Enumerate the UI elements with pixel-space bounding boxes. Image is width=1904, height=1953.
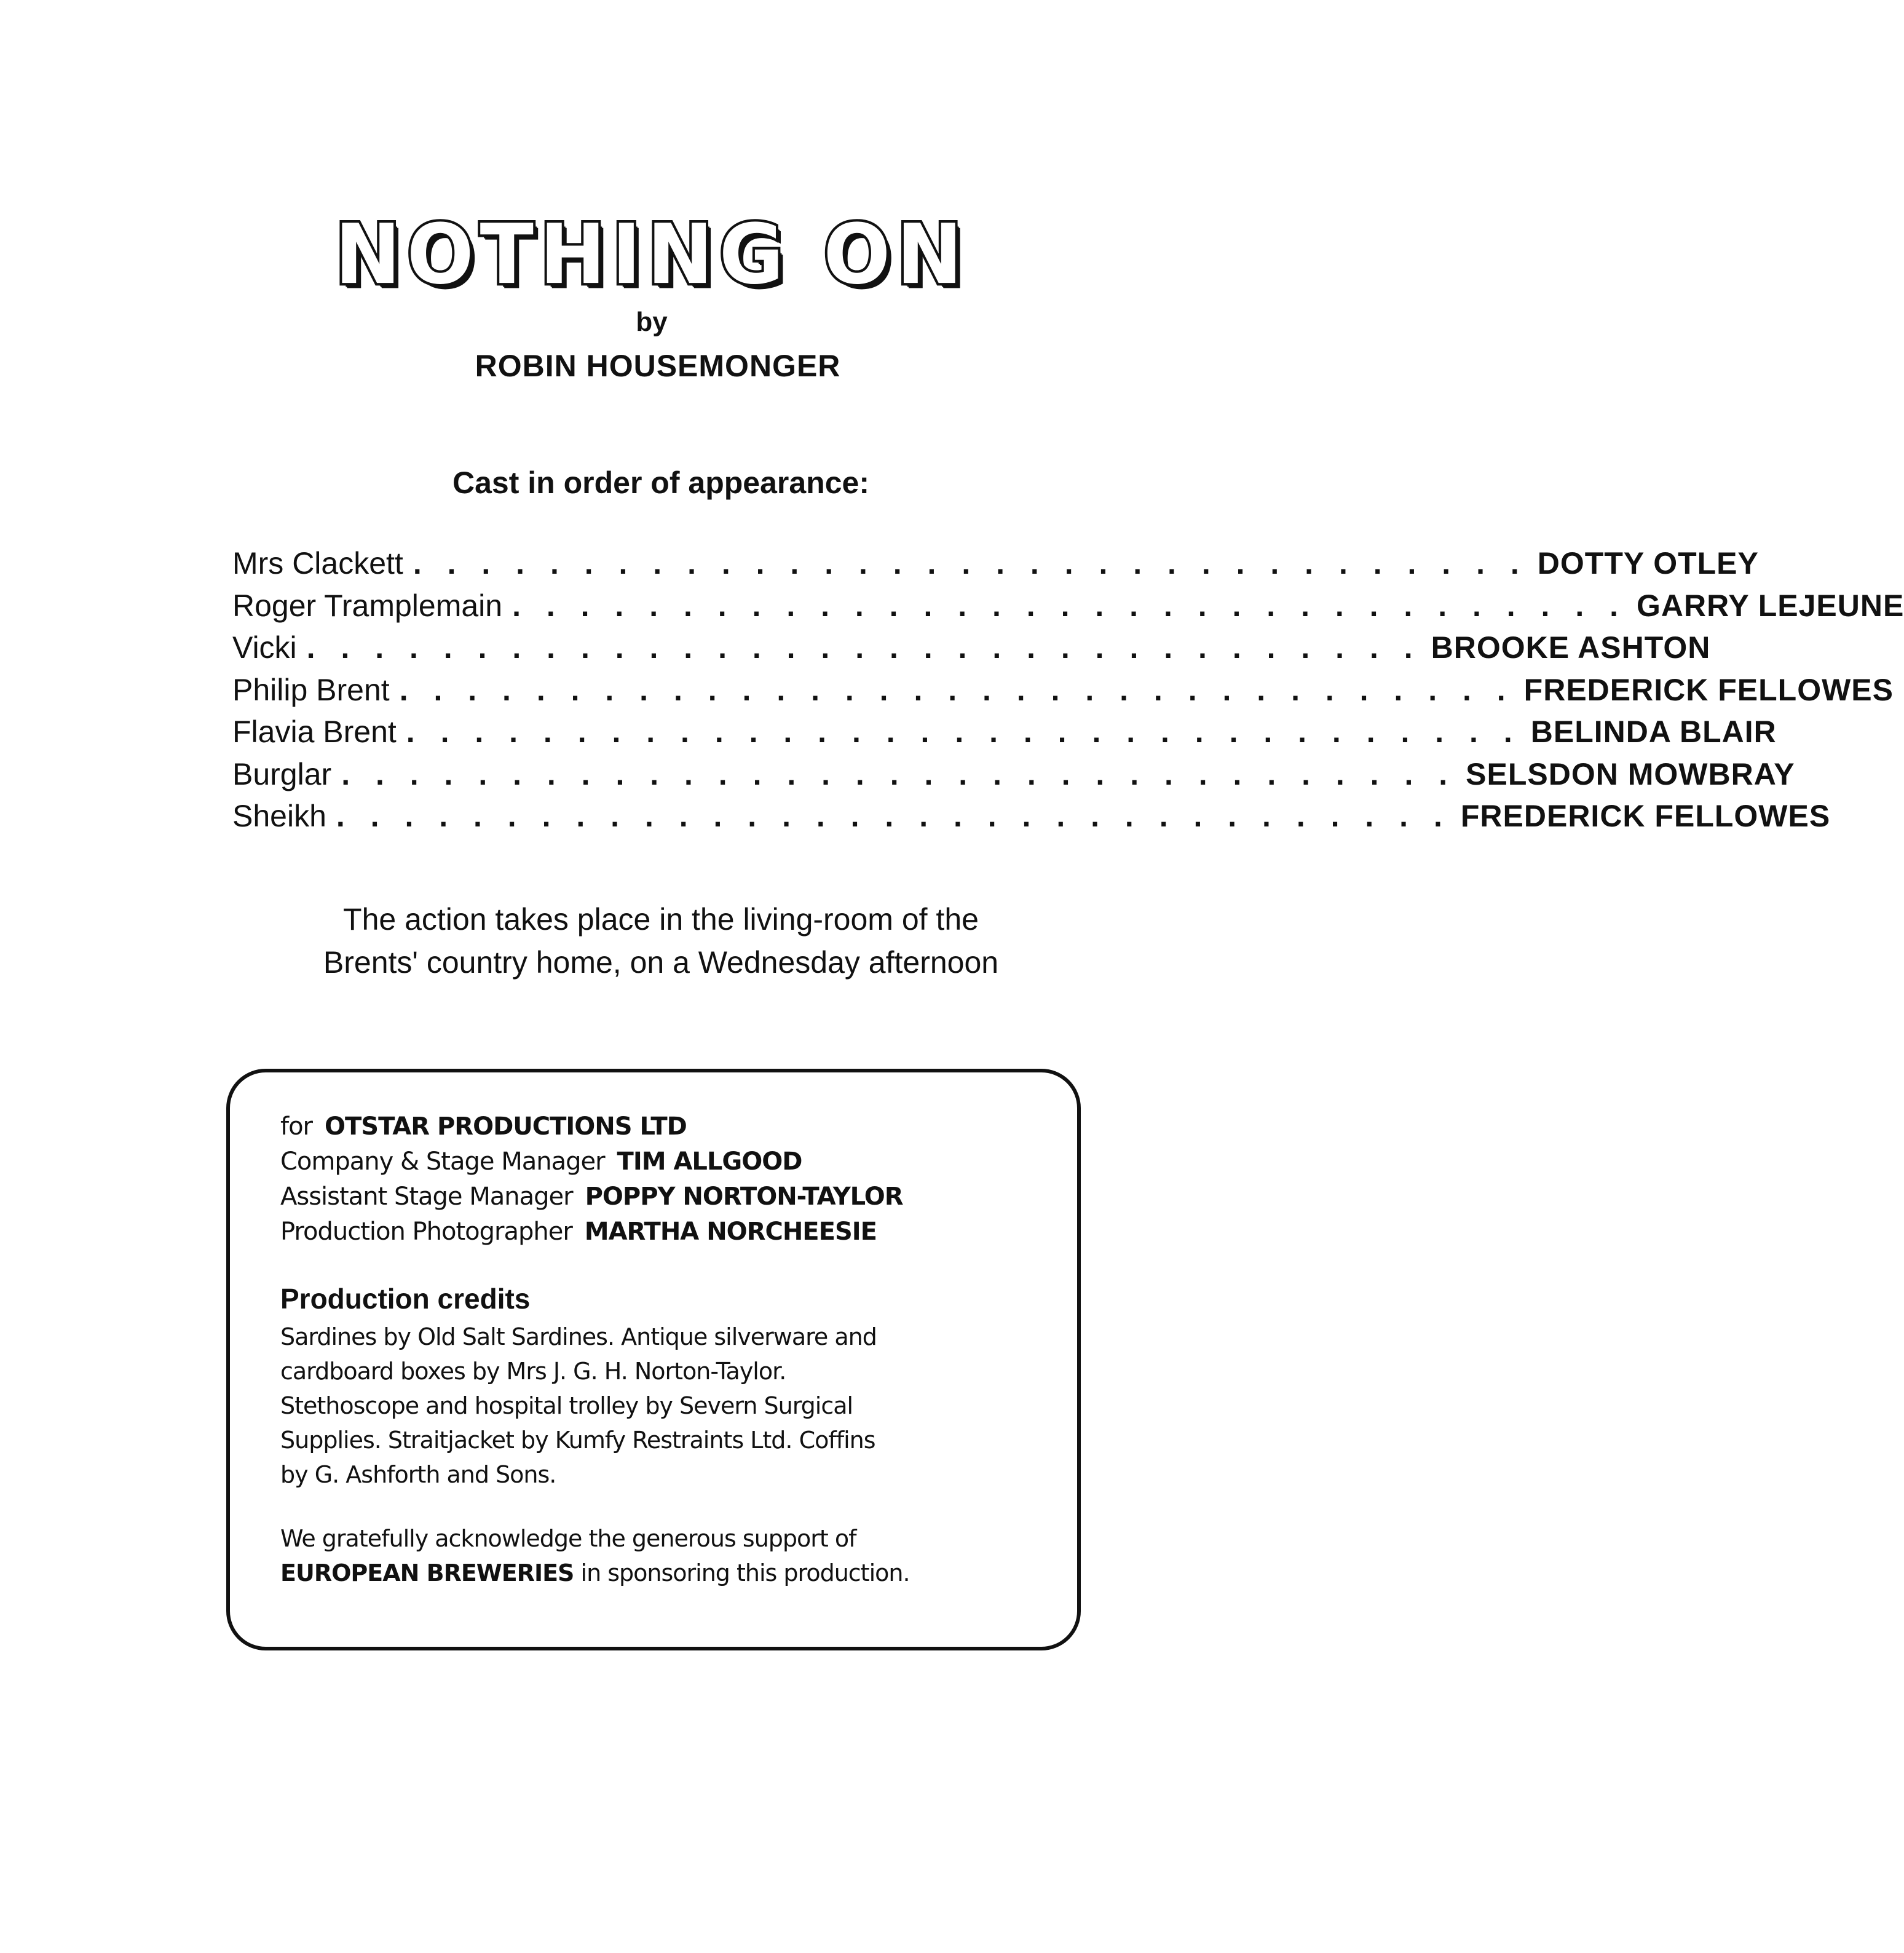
- author-name: ROBIN HOUSEMONGER: [475, 349, 841, 383]
- staff-name: POPPY NORTON-TAYLOR: [585, 1182, 903, 1211]
- cast-role: Vicki: [232, 630, 297, 665]
- cast-row: [232, 713, 1777, 756]
- cast-heading: Cast in order of appearance:: [452, 465, 869, 500]
- staff-line: [280, 1144, 1043, 1179]
- cast-actor: FREDERICK FELLOWES: [1460, 799, 1831, 833]
- credits-line: Sardines by Old Salt Sardines. Antique silverware and: [280, 1323, 877, 1350]
- credits-box: [226, 1069, 1081, 1650]
- cast-row: [232, 545, 1759, 587]
- acknowledgement: [280, 1521, 1043, 1590]
- credits-line: cardboard boxes by Mrs J. G. H. Norton-Taylor.: [280, 1358, 786, 1385]
- cast-role: Roger Tramplemain: [232, 588, 503, 623]
- credits-line: Supplies. Straitjacket by Kumfy Restraints Ltd. Coffins: [280, 1427, 875, 1454]
- production-credits-heading: Production credits: [280, 1283, 531, 1315]
- title-block: [0, 209, 1303, 301]
- staff-name: TIM ALLGOOD: [617, 1147, 802, 1176]
- staff-role: Company & Stage Manager: [280, 1147, 605, 1176]
- production-credits-text: [280, 1320, 1043, 1492]
- cast-actor: BROOKE ASHTON: [1431, 630, 1711, 665]
- cast-role: Philip Brent: [232, 672, 390, 707]
- setting-description: [0, 898, 1322, 984]
- cast-role: Burglar: [232, 756, 332, 791]
- by-line: by: [636, 307, 668, 337]
- cast-actor: SELSDON MOWBRAY: [1466, 756, 1795, 791]
- cast-role: Flavia Brent: [232, 715, 397, 749]
- sponsor-name: EUROPEAN BREWERIES: [280, 1559, 574, 1587]
- ack-line: We gratefully acknowledge the generous support of: [280, 1525, 856, 1552]
- dot-leader: . . . . . . . . . . . . . . . . . . . . . . . . . . . . . . . . .: [406, 715, 1521, 749]
- cast-actor: DOTTY OTLEY: [1537, 546, 1759, 580]
- credits-line: Stethoscope and hospital trolley by Severn Surgical: [280, 1392, 853, 1419]
- dot-leader: . . . . . . . . . . . . . . . . . . . . . . . . . . . . . . . . .: [306, 630, 1421, 665]
- ack-line-2: [280, 1556, 1043, 1590]
- staff-name: MARTHA NORCHEESIE: [584, 1218, 877, 1246]
- setting-line: Brents' country home, on a Wednesday afternoon: [323, 945, 999, 980]
- dot-leader: . . . . . . . . . . . . . . . . . . . . . . . . . . . . . . . . .: [341, 756, 1456, 791]
- cast-role: Sheikh: [232, 799, 326, 833]
- cast-row: [232, 756, 1795, 798]
- ack-rest: in sponsoring this production.: [580, 1559, 910, 1587]
- credits-content: [280, 1109, 1043, 1590]
- company-name: OTSTAR PRODUCTIONS LTD: [325, 1112, 687, 1141]
- staff-role: Assistant Stage Manager: [280, 1182, 573, 1211]
- credits-line: by G. Ashforth and Sons.: [280, 1461, 556, 1488]
- staff-role: Production Photographer: [280, 1218, 572, 1246]
- cast-list: [232, 545, 1904, 840]
- cast-actor: BELINDA BLAIR: [1530, 715, 1777, 749]
- staff-line: [280, 1214, 1043, 1250]
- dot-leader: . . . . . . . . . . . . . . . . . . . . . . . . . . . . . . . . .: [399, 672, 1514, 707]
- staff-line: [280, 1179, 1043, 1214]
- cast-row: [232, 798, 1831, 840]
- cast-actor: GARRY LEJEUNE: [1637, 588, 1904, 623]
- setting-line: The action takes place in the living-room of the: [343, 902, 979, 937]
- dot-leader: . . . . . . . . . . . . . . . . . . . . . . . . . . . . . . . . .: [336, 799, 1451, 833]
- company-line: [280, 1109, 1043, 1144]
- cast-actor: FREDERICK FELLOWES: [1523, 672, 1894, 707]
- cast-row: [232, 629, 1711, 671]
- dot-leader: . . . . . . . . . . . . . . . . . . . . . . . . . . . . . . . . .: [512, 588, 1627, 623]
- dot-leader: . . . . . . . . . . . . . . . . . . . . . . . . . . . . . . . . .: [413, 546, 1528, 580]
- company-prefix: for: [280, 1112, 312, 1141]
- cast-role: Mrs Clackett: [232, 546, 403, 580]
- play-title: NOTHING ON: [334, 207, 969, 303]
- cast-row: [232, 671, 1894, 714]
- cast-row: [232, 587, 1904, 630]
